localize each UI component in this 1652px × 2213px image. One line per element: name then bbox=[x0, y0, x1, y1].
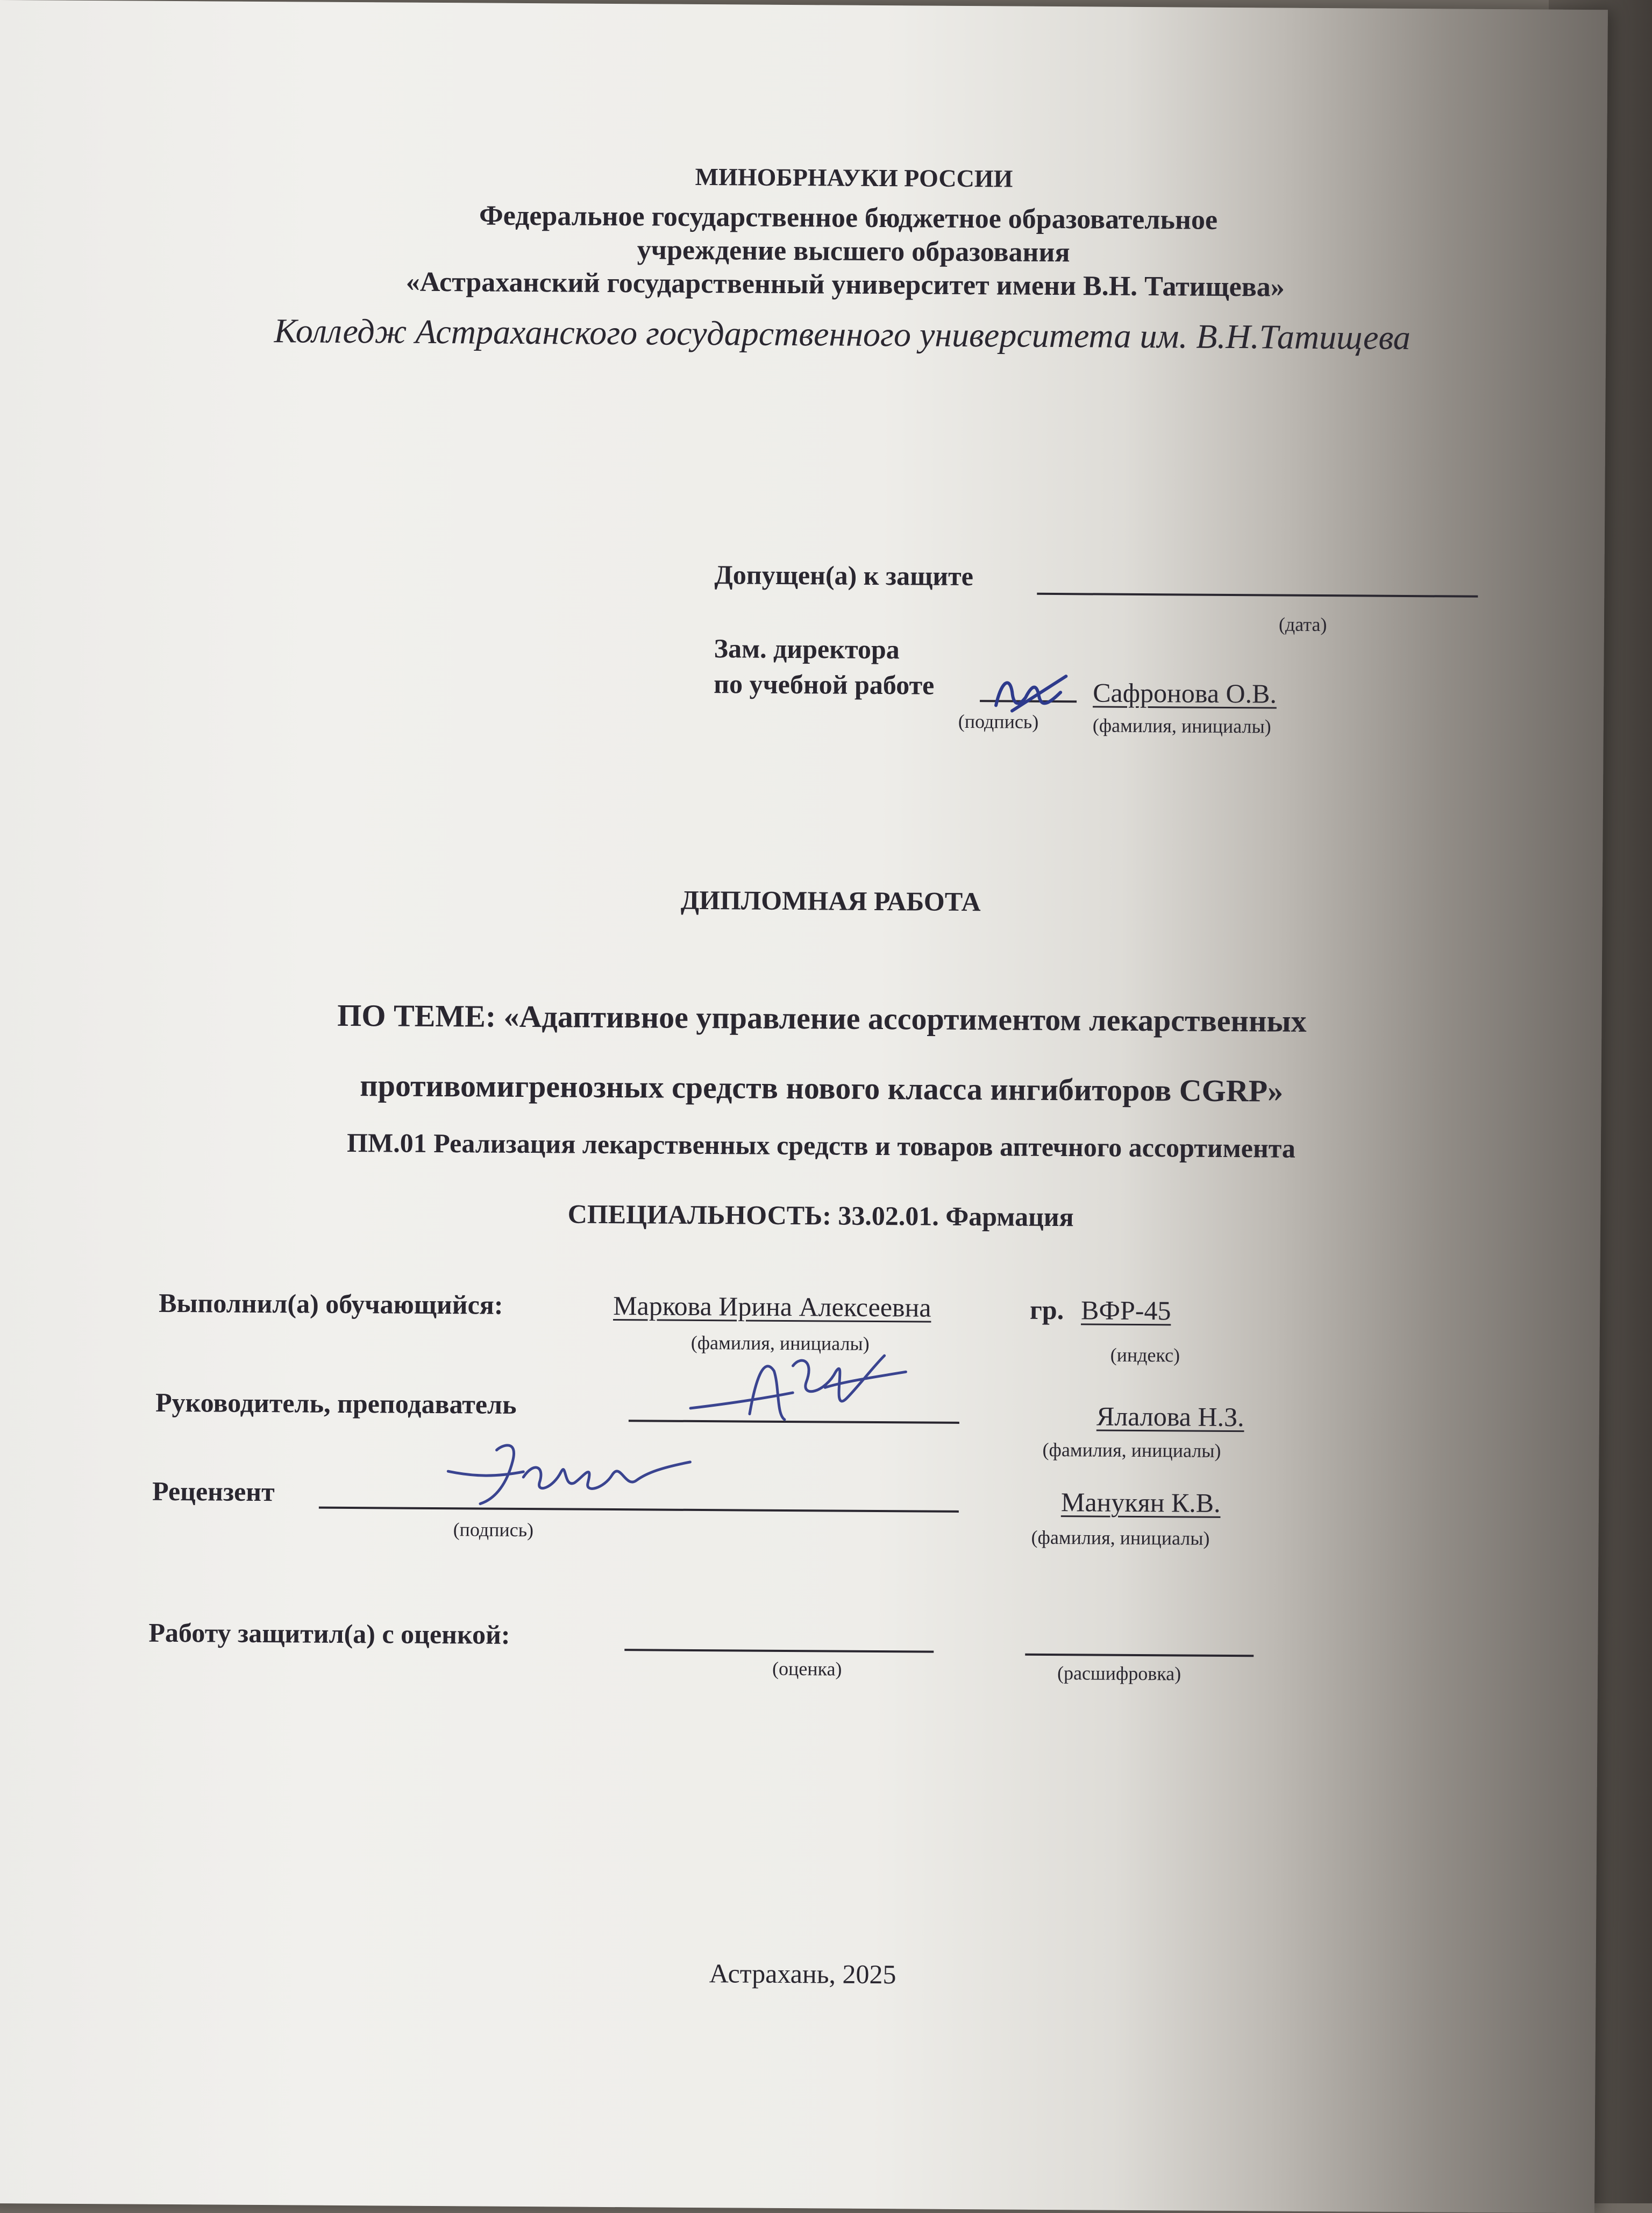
supervisor-signature bbox=[669, 1333, 917, 1442]
group-caption: (индекс) bbox=[1110, 1344, 1180, 1366]
grade-decode-caption: (расшифровка) bbox=[1057, 1662, 1181, 1685]
ministry-heading: МИНОБРНАУКИ РОССИИ bbox=[695, 162, 1013, 193]
deputy-name: Сафронова О.В. bbox=[1093, 677, 1277, 709]
date-line bbox=[1037, 593, 1478, 598]
reviewer-label: Рецензент bbox=[152, 1476, 275, 1507]
reviewer-signature-caption: (подпись) bbox=[453, 1519, 534, 1541]
grade-decode-line bbox=[1025, 1654, 1254, 1657]
city-year: Астрахань, 2025 bbox=[709, 1958, 896, 1990]
deputy-signature-caption: (подпись) bbox=[958, 710, 1039, 733]
institution-line-1: Федеральное государственное бюджетное образовательное bbox=[479, 200, 1218, 236]
supervisor-name-caption: (фамилия, инициалы) bbox=[1042, 1438, 1221, 1462]
professional-module: ПМ.01 Реализация лекарственных средств и товаров аптечного ассортимента bbox=[346, 1127, 1296, 1164]
deputy-name-caption: (фамилия, инициалы) bbox=[1092, 714, 1271, 737]
group-value: ВФР-45 bbox=[1080, 1295, 1171, 1326]
supervisor-label: Руководитель, преподаватель bbox=[155, 1387, 517, 1420]
student-label: Выполнил(а) обучающийся: bbox=[159, 1287, 503, 1320]
student-name-caption: (фамилия, инициалы) bbox=[690, 1331, 870, 1354]
topic-line-2: противомигренозных средств нового класса ингибиторов CGRP» bbox=[360, 1068, 1284, 1109]
grade-line bbox=[624, 1649, 934, 1653]
reviewer-name-caption: (фамилия, инициалы) bbox=[1031, 1526, 1210, 1549]
grade-caption: (оценка) bbox=[772, 1657, 842, 1680]
student-name: Маркова Ирина Алексеевна bbox=[613, 1290, 931, 1323]
admitted-label: Допущен(а) к защите bbox=[714, 559, 974, 592]
defense-label: Работу защитил(а) с оценкой: bbox=[148, 1617, 510, 1650]
topic-line-1: ПО ТЕМЕ: «Адаптивное управление ассортиментом лекарственных bbox=[337, 997, 1307, 1039]
reviewer-signature bbox=[432, 1428, 712, 1521]
institution-line-3: «Астраханский государственный университет имени В.Н. Татищева» bbox=[405, 266, 1285, 303]
institution-line-2: учреждение высшего образования bbox=[637, 235, 1070, 268]
college-name: Колледж Астраханского государственного университета им. В.Н.Татищева bbox=[274, 311, 1411, 357]
group-label: гр. bbox=[1029, 1294, 1064, 1325]
reviewer-name: Манукян К.В. bbox=[1060, 1487, 1221, 1518]
date-caption: (дата) bbox=[1278, 613, 1327, 636]
supervisor-name: Ялалова Н.З. bbox=[1096, 1401, 1244, 1432]
specialty: СПЕЦИАЛЬНОСТЬ: 33.02.01. Фармация bbox=[567, 1198, 1074, 1232]
deputy-title-line-2: по учебной работе bbox=[714, 669, 935, 700]
document-type: ДИПЛОМНАЯ РАБОТА bbox=[680, 884, 981, 917]
deputy-title-line-1: Зам. директора bbox=[714, 633, 900, 665]
